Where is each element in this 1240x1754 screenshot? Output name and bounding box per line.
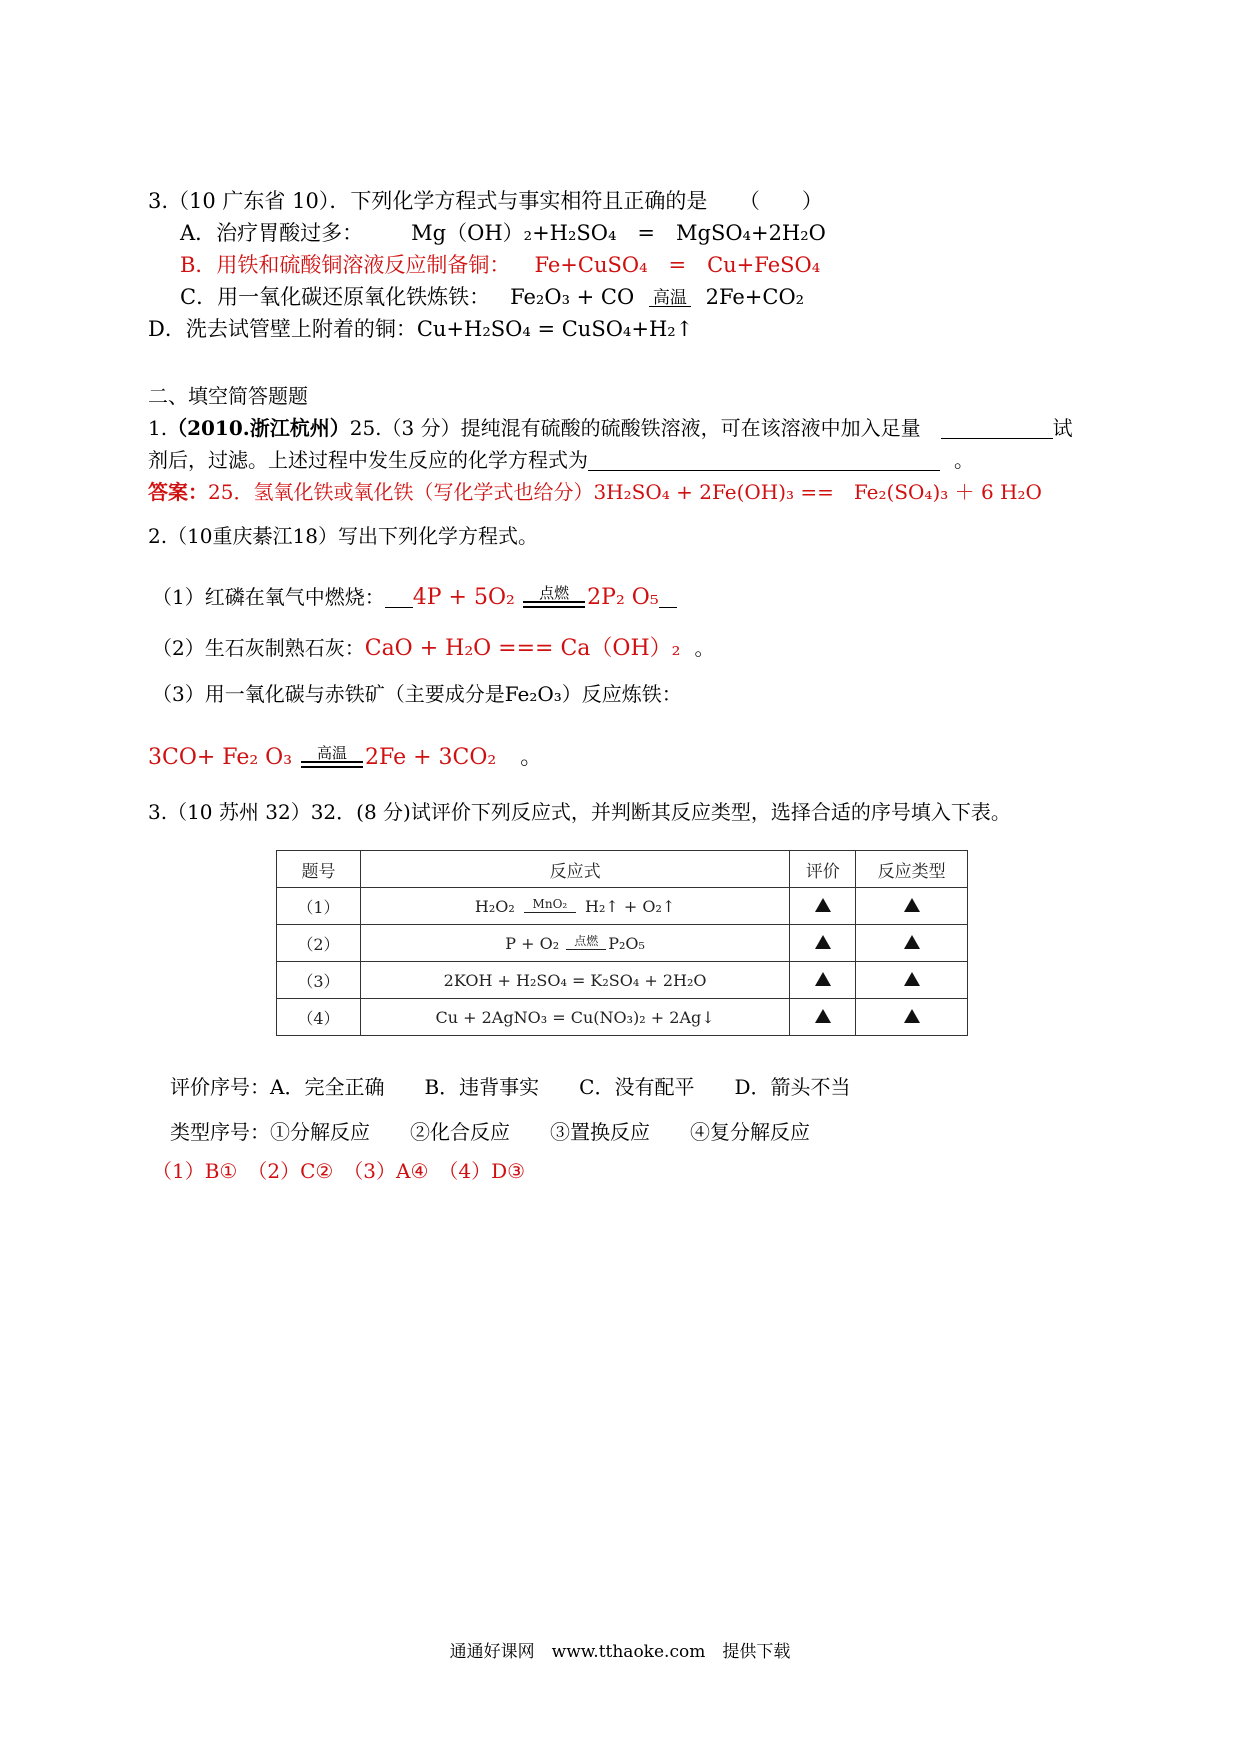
q1-line1 (148, 414, 1073, 442)
q1-text-end: 试 (1052, 416, 1073, 440)
q3-option-a (180, 219, 826, 247)
row-num: （2） (277, 925, 361, 962)
q3-answer: （1）B① （2）C② （3）A④ （4）D③ (152, 1159, 526, 1183)
q3-option-d (148, 315, 693, 343)
q3-option-b (180, 251, 820, 279)
triangle-icon (904, 972, 920, 986)
answer-label: 答案： (148, 480, 208, 504)
table-row (277, 962, 968, 999)
part2-label: （2）生石灰制熟石灰： (152, 636, 365, 660)
type-cell (856, 925, 968, 962)
eval-cell (790, 962, 856, 999)
q2-part1 (152, 583, 677, 612)
type-cell (856, 962, 968, 999)
table-row (277, 925, 968, 962)
answer-blank (941, 418, 1053, 439)
option-d-equation: Cu+H₂SO₄ = CuSO₄+H₂↑ (416, 317, 694, 341)
equation-blank (588, 450, 940, 471)
row-equation: P + O₂ 点燃 P₂O₅ (360, 925, 789, 962)
option-c-right: 2Fe+CO₂ (705, 285, 805, 309)
triangle-icon (815, 935, 831, 949)
q1-answer (148, 478, 1042, 506)
option-d-label: D．洗去试管壁上附着的铜： (148, 317, 417, 341)
eval-cell (790, 925, 856, 962)
table-row (277, 888, 968, 925)
triangle-icon (815, 1009, 831, 1023)
q1-text2-end: 。 (954, 448, 974, 472)
answer-text: 25．氢氧化铁或氧化铁（写化学式也给分）3H₂SO₄ + 2Fe(OH)₃ == Fe₂(SO₄)₃ ＋ 6 H₂O (208, 480, 1042, 504)
type-cell (856, 888, 968, 925)
q2-part3-equation (148, 744, 542, 772)
header-type: 反应类型 (856, 851, 968, 888)
q1-text: 25.（3 分）提纯混有硫酸的硫酸铁溶液，可在该溶液中加入足量 (349, 416, 921, 440)
q2-stem: 2.（10重庆綦江18）写出下列化学方程式。 (148, 524, 538, 548)
triangle-icon (904, 1009, 920, 1023)
row-equation: 2KOH + H₂SO₄ = K₂SO₄ + 2H₂O (360, 962, 789, 999)
q1-number: 1. (148, 416, 168, 440)
q2-part2 (152, 634, 714, 663)
part2-equation: CaO + H₂O === Ca（OH）₂ (364, 636, 681, 661)
part3-left: 3CO+ Fe₂ O₃ (148, 745, 293, 770)
q3-stem: 3.（10 广东省 10）．下列化学方程式与事实相符且正确的是 （ ） (148, 189, 823, 213)
part1-right: 2P₂ O₅ (587, 585, 659, 610)
q1-source: （2010.浙江杭州） (167, 416, 350, 440)
header-equation: 反应式 (360, 851, 789, 888)
part1-left: 4P + 5O₂ (412, 585, 515, 610)
reaction-condition: 高温 (649, 290, 691, 307)
triangle-icon (904, 898, 920, 912)
row-equation: Cu + 2AgNO₃ = Cu(NO₃)₂ + 2Ag↓ (360, 999, 789, 1036)
reaction-condition: 点燃 (523, 585, 585, 608)
part3-end: 。 (520, 745, 543, 770)
option-b-equation: Fe+CuSO₄ = Cu+FeSO₄ (534, 253, 821, 277)
eval-cell (790, 888, 856, 925)
type-legend: 类型序号：①分解反应 ②化合反应 ③置换反应 ④复分解反应 (170, 1120, 810, 1144)
type-cell (856, 999, 968, 1036)
option-a-label: A．治疗胃酸过多： (180, 221, 364, 245)
option-c-left: Fe₂O₃ + CO (510, 285, 635, 309)
reaction-table (276, 850, 968, 1036)
row-equation: H₂O₂ MnO₂ H₂↑ + O₂↑ (360, 888, 789, 925)
q1-line2 (148, 446, 974, 474)
triangle-icon (904, 935, 920, 949)
header-num: 题号 (277, 851, 361, 888)
row-num: （3） (277, 962, 361, 999)
part1-label: （1）红磷在氧气中燃烧： (152, 585, 385, 609)
part3-right: 2Fe + 3CO₂ (365, 745, 497, 770)
eval-legend: 评价序号：A．完全正确 B．违背事实 C．没有配平 D．箭头不当 (170, 1075, 851, 1099)
header-eval: 评价 (790, 851, 856, 888)
q1-text2: 剂后，过滤。上述过程中发生反应的化学方程式为 (148, 448, 588, 472)
q2-part3: （3）用一氧化碳与赤铁矿（主要成分是Fe₂O₃）反应炼铁： (152, 682, 682, 706)
eval-cell (790, 999, 856, 1036)
q3-suzhou-stem: 3.（10 苏州 32）32．(8 分)试评价下列反应式，并判断其反应类型，选择合适的序号填入下表。 (148, 800, 1011, 824)
option-a-equation: Mg（OH）₂+H₂SO₄ = MgSO₄+2H₂O (411, 221, 826, 245)
row-num: （4） (277, 999, 361, 1036)
row-num: （1） (277, 888, 361, 925)
triangle-icon (815, 898, 831, 912)
table-row (277, 999, 968, 1036)
section-title: 二、填空简答题题 (148, 384, 308, 408)
table-header-row (277, 851, 968, 888)
q3-option-c (180, 283, 804, 311)
triangle-icon (815, 972, 831, 986)
reaction-condition: 高温 (301, 745, 363, 768)
footer-text: 通通好课网 www.tthaoke.com 提供下载 (449, 1642, 791, 1662)
part2-end: 。 (694, 636, 715, 660)
option-b-label: B．用铁和硫酸铜溶液反应制备铜： (180, 253, 511, 277)
option-c-label: C．用一氧化碳还原氧化铁炼铁： (180, 285, 491, 309)
